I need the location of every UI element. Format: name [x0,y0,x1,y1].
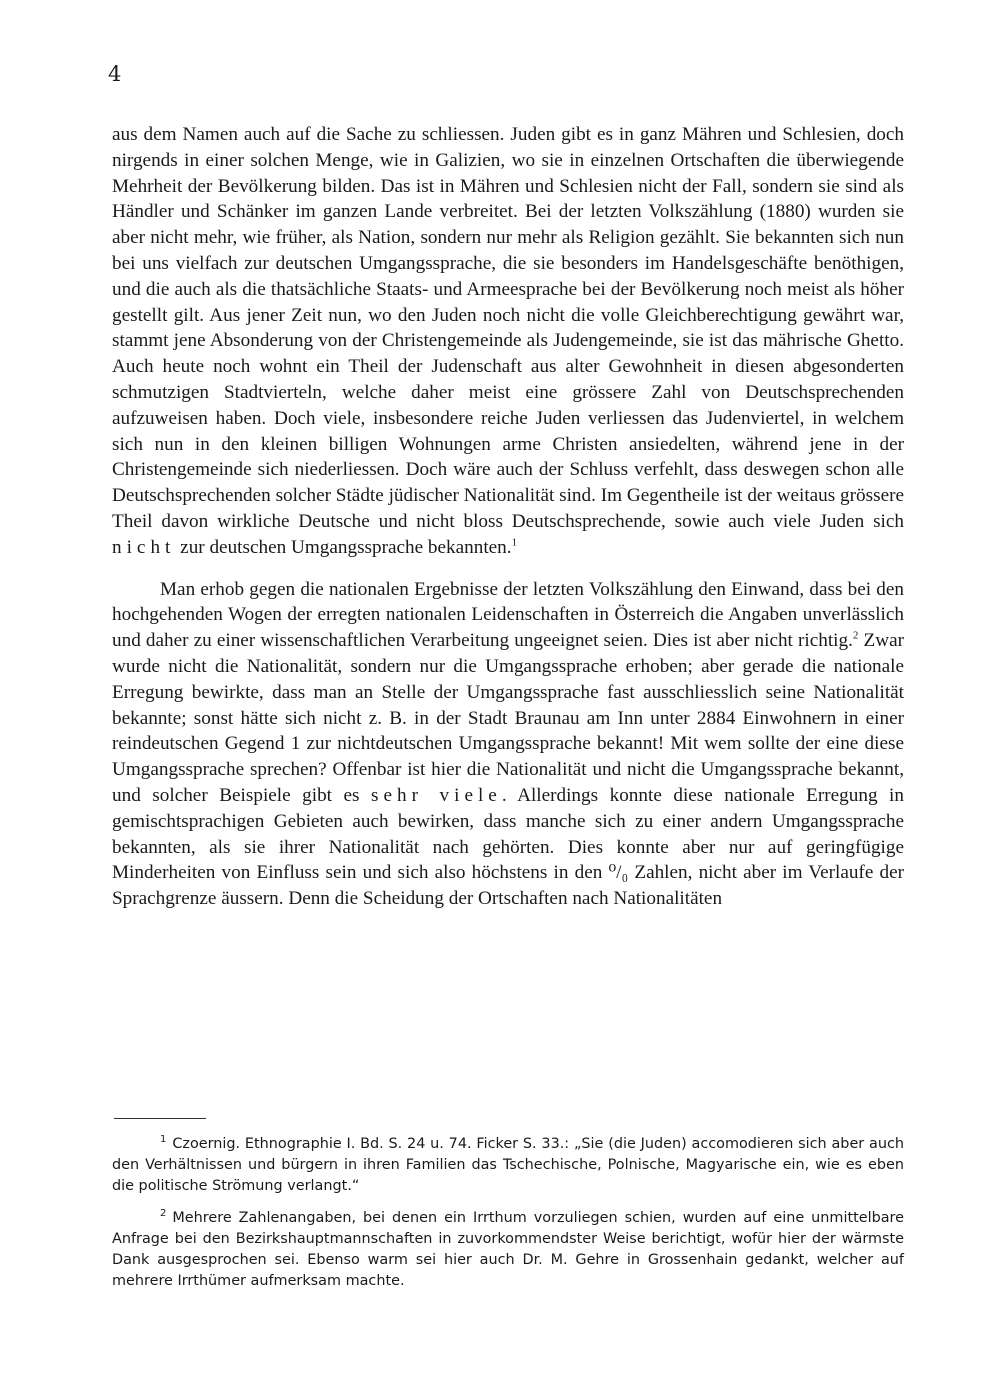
paragraph-1-text: aus dem Namen auch auf die Sache zu schliessen. Juden gibt es in ganz Mähren und Schlesien, doch nirgends in einer solchen Menge, wie in Galizien, wo sie in einzelnen Ortschaften die überwiegende Mehrheit der Bevölkerung bilden. Das ist in Mähren und Schlesien nicht der Fall, sondern sie sind als Händler und Schänker im ganzen Lande verbreitet. Bei der letzten Volkszählung (1880) wurden sie aber nicht mehr, wie früher, als Nation, sondern nur mehr als Religion gezählt. Sie bekannten sich nun bei uns vielfach zur deutschen Umgangssprache, die sie besonders im Handelsgeschäfte benöthigen, und die auch als die thatsächliche Staats- und Armeesprache bei der Bevölkerung noch meist als höher gestellt gilt. Aus jener Zeit nun, wo den Juden noch nicht die volle Gleichberechtigung gewährt war, stammt jene Absonderung von der Christengemeinde als Judengemeinde, sie ist das mährische Ghetto. Auch heute noch wohnt ein Theil der Judenschaft aus alter Gewohnheit in diesen abgesonderten schmutzigen Stadtvierteln, welche daher meist eine grössere Zahl von Deutschsprechenden aufzuweisen haben. Doch viele, insbesondere reiche Juden verliessen das Judenviertel, in welchem sich nun in den kleinen billigen Wohnungen arme Christen ansiedelten, während jene in der Christengemeinde sich niederliessen. Doch wäre auch der Schluss verfehlt, dass deswegen schon alle Deutschsprechenden solcher Städte jüdischer Nationalität sind. Im Gegentheile ist der weitaus grössere Theil davon wirkliche Deutsche und nicht bloss Deutschsprechende, sowie auch viele Juden sich [112,124,904,532]
page-number: 4 [108,62,122,86]
main-text [112,122,904,912]
paragraph-1 [112,122,904,561]
paragraph-2-end: . Allerdings konnte diese nationale Erregung in gemischtsprachigen Gebieten auch bewirken, dass manche sich zu einer andern Umgangssprache bekannten, als sie ihrer Nationalität nach gehörten. Dies konnte aber nur auf geringfügige Minderheiten von Einfluss sein und sich also höchstens in den ⁰/₀ Zahlen, nicht aber im Verlaufe der Sprachgrenze äussern. Denn die Scheidung der Ortschaften nach Nationalitäten [112,784,904,910]
footnote-ref-2[interactable]: 2 [852,629,859,642]
emphasis-sehr-viele: sehr viele [371,784,502,806]
paragraph-2-mid: Zwar wurde nicht die Nationalität, sondern nur die Umgangssprache erhoben; aber gerade die nationale Erregung bewirkte, dass man an Stelle der Umgangssprache fast ausschliesslich seine Nationalität bekannte; sonst hätte sich nicht z. B. in der Stadt Braunau am Inn unter 2884 Einwohnern in einer reindeutschen Gegend 1 zur nichtdeutschen Umgangssprache bekannt! Mit wem sollte der eine diese Umgangssprache sprechen? Offenbar ist hier die Nationalität und nicht die Umgangssprache bekannt, und solcher Beispiele gibt es [112,630,904,806]
paragraph-2 [112,577,904,912]
footnote-1 [112,1134,904,1198]
emphasis-nicht: nicht [112,536,176,558]
paragraph-2-start: Man erhob gegen die nationalen Ergebnisse der letzten Volkszählung den Einwand, dass bei den hochgehenden Wogen der erregten nationalen Leidenschaften in Österreich die Angaben unverlässlich und daher zu einer wissenschaftlichen Verarbeitung ungeeignet seien. Dies ist aber nicht richtig. [112,578,904,652]
footnote-2-text: Mehrere Zahlenangaben, bei denen ein Irrthum vorzuliegen schien, wurden auf eine unmittelbare Anfrage bei den Bezirkshauptmannschaften in zuvorkommendster Weise berichtigt, wofür hier der wärmste Dank ausgesprochen sei. Ebenso warm sei hier auch Dr. M. Gehre in Grossenhain gedankt, welcher auf mehrere Irrthümer aufmerksam machte. [112,1209,904,1290]
footnote-ref-1[interactable]: 1 [511,536,518,549]
footnote-1-text: Czoernig. Ethnographie I. Bd. S. 24 u. 74. Ficker S. 33.: „Sie (die Juden) accomodieren sich aber auch den Verhältnissen und bürgern in ihren Familien das Tschechische, Polnische, Magyarische ein, wie es eben die politische Strömung verlangt.“ [112,1136,904,1195]
footnote-2-marker: 2 [160,1207,167,1219]
footnote-1-marker: 1 [160,1134,167,1146]
footnote-2 [112,1208,904,1293]
paragraph-1-end: zur deutschen Umgangssprache bekannten. [175,536,512,558]
footnote-divider [114,1118,206,1119]
footnotes [112,1134,904,1292]
